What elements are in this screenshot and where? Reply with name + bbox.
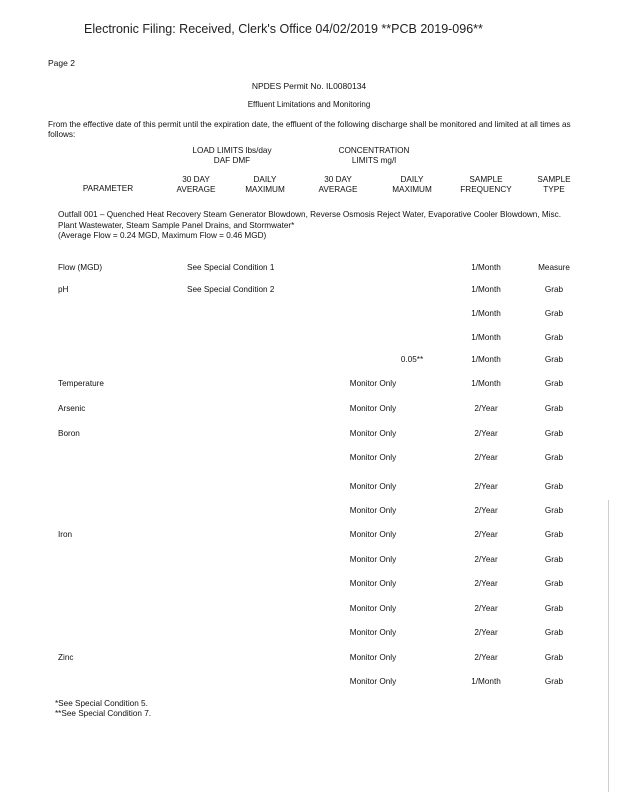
parameter-cell: Arsenic [58,404,86,413]
sample-type-cell: Grab [544,285,564,294]
conc-30-day-cell: Monitor Only [349,628,397,637]
sample-type-cell: Grab [544,429,564,438]
sample-type-cell: Grab [544,628,564,637]
filing-banner: Electronic Filing: Received, Clerk's Office 04/02/2019 **PCB 2019-096** [84,22,483,36]
sample-frequency-cell: 2/Year [474,579,498,588]
conc-30-day-cell: Monitor Only [349,453,397,462]
conc-30-day-cell: Monitor Only [349,482,397,491]
conc-30-day-cell: Monitor Only [349,579,397,588]
sample-type-cell: Measure [538,263,570,272]
scan-edge-line [608,500,609,792]
conc-daily-max-header: DAILY MAXIMUM [392,175,432,194]
sample-type-cell: Grab [544,333,564,342]
parameter-cell: Flow (MGD) [58,263,103,272]
sample-frequency-cell: 1/Month [471,677,501,686]
sample-frequency-cell: 1/Month [471,285,501,294]
sample-frequency-cell: 2/Year [474,506,498,515]
conc-30-day-cell: Monitor Only [349,506,397,515]
conc-30-day-cell: Monitor Only [349,555,397,564]
conc-30-day-cell: Monitor Only [349,404,397,413]
sample-frequency-cell: 2/Year [474,404,498,413]
sample-type-cell: Grab [544,379,564,388]
parameter-cell: pH [58,285,69,294]
sample-frequency-cell: 2/Year [474,604,498,613]
sample-frequency-cell: 1/Month [471,309,501,318]
footnote: **See Special Condition 7. [55,709,152,718]
sample-frequency-cell: 1/Month [471,379,501,388]
load-30-day-header: 30 DAY AVERAGE [176,175,216,194]
outfall-description: Outfall 001 – Quenched Heat Recovery Steam Generator Blowdown, Reverse Osmosis Reject Water, Evaporative Cooler Blowdown, Misc. Plant Wastewater, Steam Sample Panel Drains, and Stormwater* (Average Flow = 0.24 MGD, Maximum Flow = 0.46 MGD) [58,210,561,240]
conc-30-day-header: 30 DAY AVERAGE [318,175,358,194]
load-limit-note-cell: See Special Condition 2 [187,285,275,294]
intro-paragraph: From the effective date of this permit until the expiration date, the effluent of the following discharge shall be monitored and limited at all times as follows: [48,120,571,139]
sample-type-cell: Grab [544,309,564,318]
sample-frequency-cell: 1/Month [471,333,501,342]
section-title: Effluent Limitations and Monitoring [247,100,371,109]
sample-type-cell: Grab [544,604,564,613]
load-limit-note-cell: See Special Condition 1 [187,263,275,272]
sample-frequency-cell: 1/Month [471,263,501,272]
sample-type-cell: Grab [544,579,564,588]
load-limits-header: LOAD LIMITS lbs/day DAF DMF [192,146,272,165]
sample-frequency-cell: 2/Year [474,429,498,438]
conc-30-day-cell: Monitor Only [349,604,397,613]
page-number: Page 2 [48,58,75,68]
sample-frequency-cell: 2/Year [474,453,498,462]
conc-30-day-cell: Monitor Only [349,677,397,686]
load-daily-max-header: DAILY MAXIMUM [245,175,285,194]
conc-30-day-cell: Monitor Only [349,379,397,388]
sample-type-cell: Grab [544,404,564,413]
sample-frequency-cell: 2/Year [474,482,498,491]
sample-frequency-cell: 1/Month [471,355,501,364]
sample-frequency-cell: 2/Year [474,653,498,662]
sample-type-cell: Grab [544,355,564,364]
sample-type-cell: Grab [544,555,564,564]
parameter-cell: Zinc [58,653,74,662]
conc-30-day-cell: Monitor Only [349,429,397,438]
sample-type-cell: Grab [544,530,564,539]
sample-type-cell: Grab [544,482,564,491]
parameter-cell: Boron [58,429,80,438]
sample-type-header: SAMPLE TYPE [537,175,571,194]
conc-30-day-cell: Monitor Only [349,653,397,662]
sample-frequency-cell: 2/Year [474,628,498,637]
sample-frequency-header: SAMPLE FREQUENCY [460,175,512,194]
parameter-cell: Iron [58,530,73,539]
sample-type-cell: Grab [544,653,564,662]
sample-frequency-cell: 2/Year [474,555,498,564]
sample-type-cell: Grab [544,453,564,462]
permit-number: NPDES Permit No. IL0080134 [251,81,367,91]
conc-daily-max-cell: 0.05** [400,355,424,364]
parameter-cell: Temperature [58,379,104,388]
footnote: *See Special Condition 5. [55,699,148,708]
sample-type-cell: Grab [544,506,564,515]
sample-type-cell: Grab [544,677,564,686]
sample-frequency-cell: 2/Year [474,530,498,539]
conc-30-day-cell: Monitor Only [349,530,397,539]
parameter-header: PARAMETER [82,184,134,193]
concentration-header: CONCENTRATION LIMITS mg/l [338,146,410,165]
footnotes [55,699,151,719]
